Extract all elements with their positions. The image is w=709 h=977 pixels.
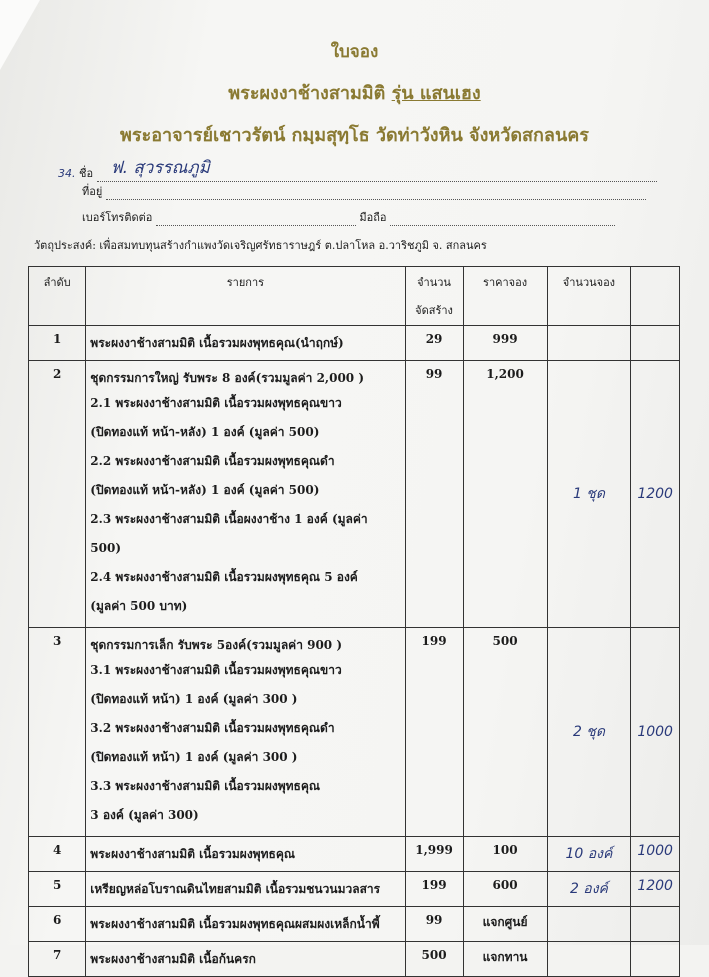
row-price: 600	[463, 872, 547, 907]
row-booking-total: 1000	[631, 628, 680, 837]
row-item	[86, 942, 405, 977]
row-quantity: 29	[405, 326, 463, 361]
row-number: 2	[29, 361, 86, 628]
table-row	[29, 361, 680, 628]
col-header-price: ราคาจอง	[463, 267, 547, 326]
col-header-qty	[405, 267, 463, 326]
phone-row	[82, 208, 615, 226]
row-number: 6	[29, 907, 86, 942]
row-item-subline: (มูลค่า 500 บาท)	[90, 599, 188, 613]
row-quantity: 199	[405, 872, 463, 907]
row-price: 999	[463, 326, 547, 361]
col-header-total	[631, 267, 680, 326]
table-row	[29, 837, 680, 872]
table-row	[29, 872, 680, 907]
row-item-subline: 3 องค์ (มูลค่า 300)	[90, 808, 199, 822]
phone-field[interactable]	[156, 213, 356, 226]
row-item-title: พระผงงาช้างสามมิติ เนื้อรวมผงพุทธคุณ(นำฤกษ์)	[90, 336, 344, 350]
col-header-item: รายการ	[86, 267, 405, 326]
address-label: ที่อยู่	[82, 185, 103, 198]
col-header-qty-line2: จัดสร้าง	[415, 304, 453, 317]
row-booking-total: 1200	[631, 872, 680, 907]
amulet-name: พระผงงาช้างสามมิติ	[228, 83, 392, 104]
table-row	[29, 326, 680, 361]
row-item-subline: (ปิดทองแท้ หน้า) 1 องค์ (มูลค่า 300 )	[90, 750, 298, 764]
amulet-title	[0, 78, 709, 107]
name-label: ชื่อ	[79, 167, 94, 180]
table-row	[29, 907, 680, 942]
row-booking-total	[631, 326, 680, 361]
row-item-subline: 3.2 พระผงงาช้างสามมิติ เนื้อรวมผงพุทธคุณดำ	[90, 721, 335, 735]
form-title: ใบจอง	[330, 42, 379, 62]
row-item-title: พระผงงาช้างสามมิติ เนื้อก้นครก	[90, 952, 256, 966]
row-number: 5	[29, 872, 86, 907]
row-quantity: 1,999	[405, 837, 463, 872]
table-row	[29, 628, 680, 837]
row-quantity: 99	[405, 907, 463, 942]
row-booking-total: 1200	[631, 361, 680, 628]
row-item-title: ชุดกรรมการใหญ่ รับพระ 8 องค์(รวมมูลค่า 2,000 )	[90, 371, 364, 385]
row-booking-count: 2 ชุด	[547, 628, 631, 837]
row-item-title: ชุดกรรมการเล็ก รับพระ 5องค์(รวมมูลค่า 900 )	[90, 638, 343, 652]
row-item-title: พระผงงาช้างสามมิติ เนื้อรวมผงพุทธคุณ	[90, 847, 295, 861]
col-header-qty-line1: จำนวน	[417, 276, 451, 289]
purpose-text: วัตถุประสงค์: เพื่อสมทบทุนสร้างกำแพงวัดเจริญศรัทธาราษฎร์ ต.ปลาโหล อ.วาริชภูมิ จ. สกลนคร	[34, 239, 487, 252]
row-booking-count: 1 ชุด	[547, 361, 631, 628]
address-field[interactable]	[106, 187, 646, 200]
row-item-subline: 3.3 พระผงงาช้างสามมิติ เนื้อรวมผงพุทธคุณ	[90, 779, 321, 793]
row-price: แจกศูนย์	[463, 907, 547, 942]
row-item	[86, 872, 405, 907]
row-booking-count	[547, 907, 631, 942]
row-item-subline: 2.2 พระผงงาช้างสามมิติ เนื้อรวมผงพุทธคุณดำ	[90, 454, 335, 468]
row-item-subline: 2.3 พระผงงาช้างสามมิติ เนื้อผงงาช้าง 1 องค์ (มูลค่า 500)	[90, 512, 368, 555]
temple-line: พระอาจารย์เชาวรัตน์ กมฺมสุทฺโธ วัดท่าวังหิน จังหวัดสกลนคร	[120, 125, 589, 146]
name-value: ฟ. สุวรรณภูมิ	[110, 158, 210, 178]
row-price: แจกทาน	[463, 942, 547, 977]
row-item	[86, 907, 405, 942]
row-item	[86, 361, 405, 628]
row-number: 4	[29, 837, 86, 872]
row-price: 100	[463, 837, 547, 872]
row-booking-total: 1000	[631, 837, 680, 872]
row-quantity: 199	[405, 628, 463, 837]
row-item-subline: (ปิดทองแท้ หน้า-หลัง) 1 องค์ (มูลค่า 500)	[90, 483, 320, 497]
row-booking-count	[547, 942, 631, 977]
mobile-label: มือถือ	[359, 211, 387, 224]
table-row	[29, 942, 680, 977]
items-table	[28, 266, 680, 977]
phone-label: เบอร์โทรติดต่อ	[82, 211, 153, 224]
row-number: 3	[29, 628, 86, 837]
row-item-subline: 3.1 พระผงงาช้างสามมิติ เนื้อรวมผงพุทธคุณขาว	[90, 663, 342, 677]
row-booking-total	[631, 907, 680, 942]
row-quantity: 500	[405, 942, 463, 977]
row-item	[86, 326, 405, 361]
row-item-subline: (ปิดทองแท้ หน้า-หลัง) 1 องค์ (มูลค่า 500)	[90, 425, 320, 439]
row-item	[86, 837, 405, 872]
row-number: 1	[29, 326, 86, 361]
table-header-row	[29, 267, 680, 326]
col-header-no: ลำดับ	[29, 267, 86, 326]
row-number: 7	[29, 942, 86, 977]
row-item-subline: 2.1 พระผงงาช้างสามมิติ เนื้อรวมผงพุทธคุณขาว	[90, 396, 342, 410]
row-booking-count: 10 องค์	[547, 837, 631, 872]
name-row	[58, 154, 657, 182]
row-item-subline: 2.4 พระผงงาช้างสามมิติ เนื้อรวมผงพุทธคุณ 5 องค์	[90, 570, 358, 584]
name-field[interactable]	[97, 154, 657, 182]
row-booking-total	[631, 942, 680, 977]
row-booking-count: 2 องค์	[547, 872, 631, 907]
row-item-subline: (ปิดทองแท้ หน้า) 1 องค์ (มูลค่า 300 )	[90, 692, 298, 706]
mobile-field[interactable]	[390, 213, 615, 226]
col-header-book: จำนวนจอง	[547, 267, 631, 326]
row-item-title: พระผงงาช้างสามมิติ เนื้อรวมผงพุทธคุณผสมผงเหล็กน้ำพี้	[90, 917, 380, 931]
amulet-edition: รุ่น แสนเฮง	[391, 83, 481, 104]
row-booking-count	[547, 326, 631, 361]
address-row	[82, 182, 646, 200]
row-item-title: เหรียญหล่อโบราณดินไทยสามมิติ เนื้อรวมชนวนมวลสาร	[90, 882, 381, 896]
name-prefix: 34.	[58, 167, 76, 180]
row-price: 1,200	[463, 361, 547, 628]
row-quantity: 99	[405, 361, 463, 628]
row-item	[86, 628, 405, 837]
row-price: 500	[463, 628, 547, 837]
